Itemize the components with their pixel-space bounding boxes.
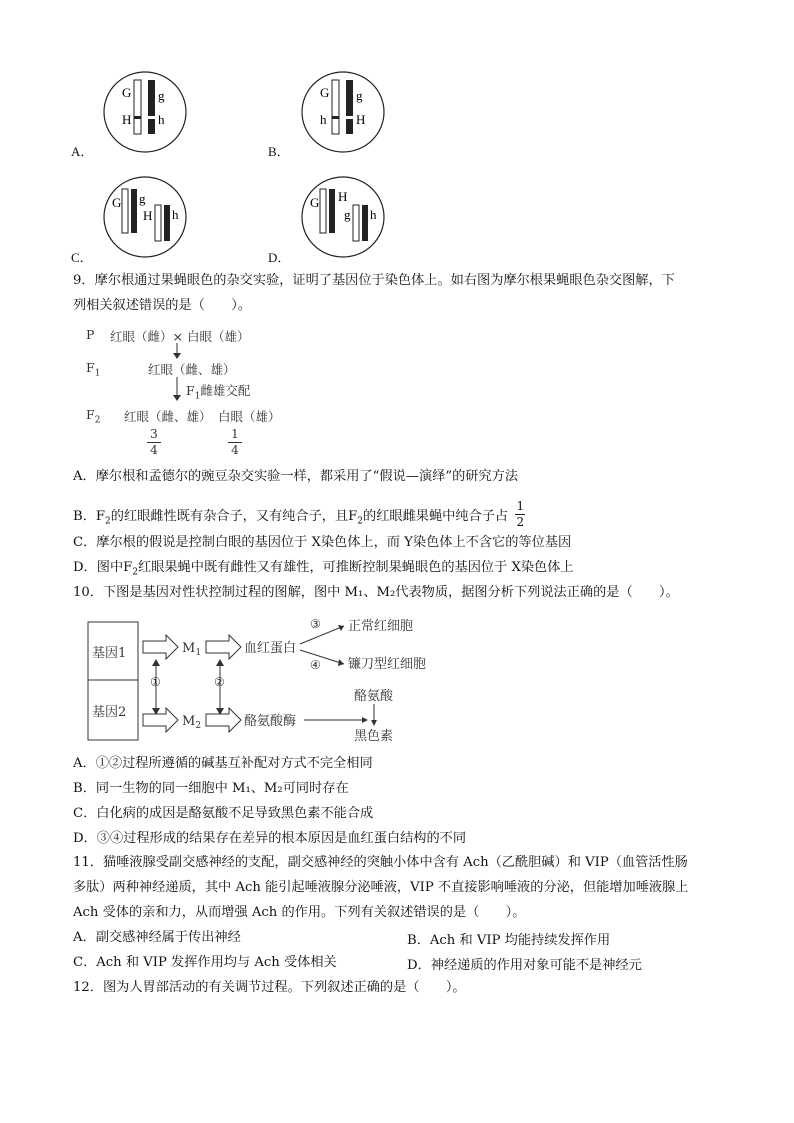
q11-option-d[interactable]: D．神经递质的作用对象可能不是神经元: [407, 958, 642, 973]
q8-c-g1: G: [112, 195, 122, 210]
q10-circle3: ③: [310, 617, 321, 631]
q10-gene2-text: 基因2: [92, 705, 127, 720]
q8-d-h1: H: [338, 189, 348, 204]
q8-option-a-cell-diagram: [100, 70, 190, 154]
q9-b-fraction-den: 2: [516, 515, 525, 529]
q10-tyrosine-text: 酪氨酸: [354, 689, 394, 704]
q8-option-c-cell-diagram: [100, 175, 190, 259]
q8-a-upper-left: G: [122, 85, 132, 100]
cross-f2-label: $F_2$: [86, 407, 101, 426]
q8-c-h2: h: [172, 207, 179, 222]
q10-circle1: ①: [150, 675, 161, 689]
cross-p-text: 红眼（雌）× 白眼（雄）: [110, 329, 250, 344]
q9-option-b[interactable]: B．$F_2$的红眼雌性既有杂合子，又有纯合子，且$F_2$的红眼雌果蝇中纯合子占 $\frac{1}{2}$: [73, 499, 525, 529]
q12-stem: 12．图为人胃部活动的有关调节过程。下列叙述正确的是（ ）。: [73, 980, 466, 995]
q9-option-a[interactable]: A．摩尔根和孟德尔的豌豆杂交实验一样，都采用了“假说—演绎”的研究方法: [73, 469, 519, 484]
q10-m1-text: $M_1$: [182, 641, 202, 658]
q8-option-a-label[interactable]: A．: [71, 144, 94, 159]
cross-p-label: P: [86, 327, 95, 342]
q10-gene1-text: 基因1: [92, 646, 127, 661]
q10-circle2: ②: [214, 675, 225, 689]
q11-stem-line1: 11．猫唾液腺受副交感神经的支配，副交感神经的突触小体中含有 Ach（乙酰胆碱）和 VIP（血管活性肠: [73, 855, 688, 870]
q11-option-c[interactable]: C．Ach 和 VIP 发挥作用均与 Ach 受体相关: [73, 955, 337, 970]
q9-b-fraction-num: 1: [516, 499, 525, 513]
q8-d-h2: h: [370, 207, 377, 222]
q10-stem: 10．下图是基因对性状控制过程的图解，图中 M₁、M₂代表物质，据图分析下列说法正确的是（ ）。: [73, 585, 679, 600]
q8-a-lower-left: H: [122, 112, 132, 127]
q10-normal-rbc-text: 正常红细胞: [348, 619, 414, 634]
q8-c-g2: g: [139, 191, 146, 206]
cross-f1-mating-note: $F_1$雌雄交配: [186, 383, 251, 402]
q8-option-d-label[interactable]: D．: [268, 250, 291, 265]
q10-option-a[interactable]: A．①②过程所遵循的碱基互补配对方式不完全相同: [73, 756, 373, 771]
cross-ratio-left: 3 4: [147, 428, 161, 457]
cross-arrow-p-f1: [172, 343, 182, 359]
q8-option-c-label[interactable]: C．: [71, 250, 93, 265]
q10-circle4: ④: [310, 658, 321, 672]
q9-cross-diagram: [86, 326, 286, 460]
q11-stem-line2: 多肽）两种神经递质，其中 Ach 能引起唾液腺分泌唾液，VIP 不直接影响唾液的分泌，但能增加唾液腺上: [73, 880, 689, 895]
q10-option-b[interactable]: B．同一生物的同一细胞中 M₁、M₂可同时存在: [73, 781, 349, 796]
q8-a-lower-right: h: [158, 112, 165, 127]
q8-d-g1: G: [310, 195, 320, 210]
q10-hemoglobin-text: 血红蛋白: [244, 641, 297, 656]
q9-stem-line2: 列相关叙述错误的是（ ）。: [73, 298, 252, 313]
q8-option-b-cell-diagram: [298, 70, 388, 154]
cross-arrow-f1-f2: [172, 377, 182, 401]
q10-melanin-text: 黑色素: [354, 729, 394, 744]
q9-option-d[interactable]: D．图中$F_2$红眼果蝇中既有雌性又有雄性，可推断控制果蝇眼色的基因位于 X染色体上: [73, 560, 574, 578]
cross-f2-left: 红眼（雌、雄）: [124, 409, 212, 424]
q8-a-upper-right: g: [158, 88, 165, 103]
cross-f2-right: 白眼（雄）: [218, 409, 281, 424]
q11-option-b[interactable]: B．Ach 和 VIP 均能持续发挥作用: [407, 933, 611, 948]
cross-f1-label: $F_1$: [86, 360, 101, 379]
q8-b-upper-left: G: [320, 85, 330, 100]
q10-m2-text: $M_2$: [182, 714, 202, 731]
q9-stem-line1: 9．摩尔根通过果蝇眼色的杂交实验，证明了基因位于染色体上。如右图为摩尔根果蝇眼色杂交图解，下: [73, 273, 675, 288]
q8-c-h1: H: [143, 208, 153, 223]
q10-option-d[interactable]: D．③④过程形成的结果存在差异的根本原因是血红蛋白结构的不同: [73, 831, 467, 846]
q10-tyrosinase-text: 酪氨酸酶: [244, 714, 297, 729]
cross-ratio-right: 1 4: [228, 428, 242, 457]
q10-gene-diagram: [86, 614, 446, 746]
q8-b-lower-left: h: [320, 112, 327, 127]
q8-b-upper-right: g: [356, 88, 363, 103]
q10-option-c[interactable]: C．白化病的成因是酪氨酸不足导致黑色素不能合成: [73, 806, 374, 821]
q10-sickle-rbc-text: 镰刀型红细胞: [348, 657, 427, 672]
q8-d-g2: g: [344, 207, 351, 222]
q8-b-lower-right: H: [356, 112, 366, 127]
q11-option-a[interactable]: A．副交感神经属于传出神经: [73, 930, 241, 945]
q11-stem-line3: Ach 受体的亲和力，从而增强 Ach 的作用。下列有关叙述错误的是（ ）。: [73, 905, 526, 920]
q8-option-d-cell-diagram: [298, 175, 388, 259]
cross-f1-text: 红眼（雌、雄）: [148, 362, 236, 377]
q9-option-c[interactable]: C．摩尔根的假说是控制白眼的基因位于 X染色体上，而 Y染色体上不含它的等位基因: [73, 535, 572, 550]
q8-option-b-label[interactable]: B．: [268, 144, 290, 159]
